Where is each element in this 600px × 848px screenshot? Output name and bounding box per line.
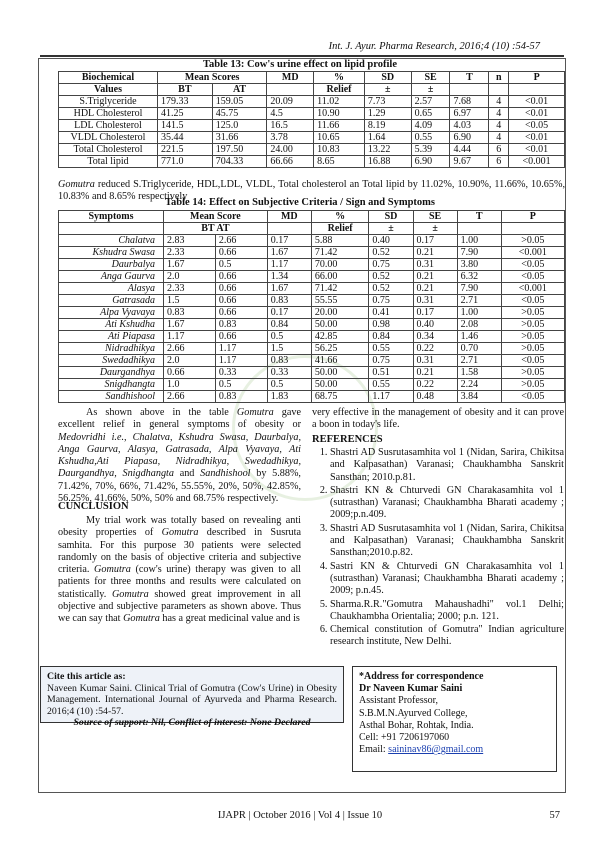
t13-h-empty (267, 84, 314, 96)
conclusion-heading: CUNCLUSION (58, 501, 129, 512)
table-cell: 45.75 (212, 108, 267, 120)
table-cell: 0.83 (267, 295, 311, 307)
table-cell: 0.21 (413, 271, 457, 283)
t13-h-empty (509, 84, 565, 96)
table-cell: 125.0 (212, 120, 267, 132)
table-cell: 4.5 (267, 108, 314, 120)
table-cell: 1.29 (364, 108, 411, 120)
table-row (59, 96, 565, 108)
t13-h-empty (450, 84, 489, 96)
table-cell: 1.67 (164, 319, 216, 331)
table-cell: >0.05 (501, 235, 564, 247)
table-cell: 7.68 (450, 96, 489, 108)
table-cell: 1.00 (457, 235, 501, 247)
table-cell: 0.55 (369, 379, 413, 391)
table-cell: 3.84 (457, 391, 501, 403)
table13-caption: Table 13: Cow's urine effect on lipid profile (203, 59, 397, 70)
corr-email-label: Email: (359, 744, 389, 756)
table-cell: 2.33 (164, 283, 216, 295)
table-cell: 31.66 (212, 132, 267, 144)
table-cell: 0.5 (215, 259, 267, 271)
note-text: reduced S.Triglyceride, HDL,LDL, VLDL, Total cholesterol an Total lipid by 11.02%, 10.90%, 11.66%, 10.65%, 10.83% and 8.65% respectively (58, 179, 565, 203)
results-paragraph (58, 407, 301, 505)
table-cell: 70.00 (311, 259, 369, 271)
t14-h-empty (59, 223, 164, 235)
t13-h: Values (59, 84, 158, 96)
table-cell: 10.90 (314, 108, 365, 120)
corr-line: Asthal Bohar, Rohtak, India. (359, 719, 474, 731)
table-cell: 221.5 (158, 144, 213, 156)
t13-h: P (509, 72, 565, 84)
table-cell: 56.25 (311, 343, 369, 355)
table-row (59, 108, 565, 120)
table-cell: 3.78 (267, 132, 314, 144)
table-cell: 11.66 (314, 120, 365, 132)
table-row (59, 259, 565, 271)
table-cell: 0.40 (413, 319, 457, 331)
table-cell: 4 (489, 132, 509, 144)
table-cell: <0.01 (509, 144, 565, 156)
t14-h: BT AT (164, 223, 268, 235)
table-cell: 4.44 (450, 144, 489, 156)
table-cell: 7.90 (457, 283, 501, 295)
table-cell: Nidradhikya (59, 343, 164, 355)
rp-text: gave excellent relief in general symptoms of obesity or (58, 407, 301, 431)
t14-h-empty (457, 223, 501, 235)
table-cell: 0.66 (164, 367, 216, 379)
table14-caption: Table 14: Effect on Subjective Criteria / Sign and Symptoms (165, 197, 435, 208)
t14-h: Mean Score (164, 211, 268, 223)
table-cell: 68.75 (311, 391, 369, 403)
table-row (59, 355, 565, 367)
table-cell: 41.66 (311, 355, 369, 367)
table-cell: 9.67 (450, 156, 489, 168)
reference-item: 3. Shastri AD Susrutasamhita vol 1 (Nidan, Sarira, Chikitsa and Kalpasathan) Varanasi; Chaukhambha Sanskrit Sansthan;2010.p.82. (330, 523, 564, 560)
t13-h: BT (158, 84, 213, 96)
t13-h: % (314, 72, 365, 84)
table-cell: 0.66 (215, 247, 267, 259)
table-cell: 8.65 (314, 156, 365, 168)
table-cell: 66.00 (311, 271, 369, 283)
corr-name: Dr Naveen Kumar Saini (359, 683, 463, 695)
table-cell: 0.65 (411, 108, 450, 120)
table-cell: <0.001 (501, 247, 564, 259)
table-cell: 0.66 (215, 283, 267, 295)
c-text: My trial work was totally based on revealing anti obesity properties of (58, 515, 301, 539)
table-cell: 42.85 (311, 331, 369, 343)
table-cell: 16.5 (267, 120, 314, 132)
table-cell: 0.17 (267, 235, 311, 247)
rp-list: Medovridhi i.e., Chalatva, Kshudra Swasa, Daurbalya, Anga Gaurva, Alasya, Gatrasada, Alpa Vyavaya, Ati Kshudha,Ati Piapasa, Nidradhikya, Swedadhikya, Daurgandhya, Snigdhangta (58, 431, 301, 480)
t14-h: SD (369, 211, 413, 223)
table-cell: 0.51 (369, 367, 413, 379)
table-cell: 4 (489, 96, 509, 108)
table-cell: 0.22 (413, 379, 457, 391)
table-cell: 2.24 (457, 379, 501, 391)
table-cell: 0.31 (413, 259, 457, 271)
table-row (59, 120, 565, 132)
table-cell: 1.83 (267, 391, 311, 403)
table-cell: 1.17 (369, 391, 413, 403)
table-cell: <0.01 (509, 96, 565, 108)
table-cell: 6.32 (457, 271, 501, 283)
t14-h: % (311, 211, 369, 223)
table-cell: 0.83 (215, 391, 267, 403)
table-cell: 6.97 (450, 108, 489, 120)
table-cell: 0.75 (369, 295, 413, 307)
c-text: showed great improvement in all objective and subjective parameters as shown above. Thus we can say that (58, 588, 301, 625)
t13-h: AT (212, 84, 267, 96)
table-row (59, 343, 565, 355)
table-cell: 50.00 (311, 367, 369, 379)
table-cell: Snigdhangta (59, 379, 164, 391)
table-row (59, 307, 565, 319)
table-cell: 1.0 (164, 379, 216, 391)
table-cell: 0.31 (413, 355, 457, 367)
t13-h: MD (267, 72, 314, 84)
table-cell: 0.66 (215, 271, 267, 283)
reference-item: 6. Chemical constitution of Gomutra" Indian agriculture research institute, New Delhi. (330, 624, 564, 649)
table-row (59, 391, 565, 403)
table-cell: <0.05 (501, 391, 564, 403)
t14-h-empty (267, 223, 311, 235)
table-row (59, 247, 565, 259)
c-em: Gomutra (111, 588, 149, 600)
table-cell: <0.05 (501, 295, 564, 307)
table-cell: 1.17 (215, 355, 267, 367)
table-cell: <0.05 (501, 259, 564, 271)
t14-h: T (457, 211, 501, 223)
table-cell: Ati Kshudha (59, 319, 164, 331)
rp-text: As shown above in the table (86, 407, 237, 418)
table-cell: 0.17 (267, 307, 311, 319)
table-cell: 55.55 (311, 295, 369, 307)
header-rule (40, 55, 564, 57)
table-cell: 0.34 (413, 331, 457, 343)
c-text: has a great medicinal value and is (159, 613, 300, 625)
table-cell: 0.52 (369, 283, 413, 295)
table-cell: 6 (489, 156, 509, 168)
table-cell: 50.00 (311, 379, 369, 391)
table-cell: 2.57 (411, 96, 450, 108)
references-heading: REFERENCES (312, 434, 383, 445)
t13-h: SD (364, 72, 411, 84)
table-row (59, 235, 565, 247)
table-cell: 2.33 (164, 247, 216, 259)
cite-text: Naveen Kumar Saini. Clinical Trial of Gomutra (Cow's Urine) in Obesity Management. International Journal of Ayurveda and Pharma Research. 2016;4 (10) :54-57. (47, 682, 337, 717)
table-cell: 16.88 (364, 156, 411, 168)
table-cell: 1.00 (457, 307, 501, 319)
table-cell: 0.40 (369, 235, 413, 247)
table-cell: 1.46 (457, 331, 501, 343)
table-cell: 0.52 (369, 271, 413, 283)
table-cell: LDL Cholesterol (59, 120, 158, 132)
table-cell: 0.83 (267, 355, 311, 367)
table14 (58, 210, 565, 403)
table-cell: 0.22 (413, 343, 457, 355)
table-cell: 13.22 (364, 144, 411, 156)
correspondence-box (352, 666, 557, 772)
table-cell: Total lipid (59, 156, 158, 168)
table-cell: 1.34 (267, 271, 311, 283)
table-cell: 0.48 (413, 391, 457, 403)
table-cell: 20.09 (267, 96, 314, 108)
table-cell: 0.84 (369, 331, 413, 343)
table-cell: 71.42 (311, 283, 369, 295)
table-cell: 0.17 (413, 307, 457, 319)
t14-h-empty (501, 223, 564, 235)
table-cell: 6 (489, 144, 509, 156)
reference-item: 5. Sharma.R.R."Gomutra Mahaushadhi" vol.1 Delhi; Chaukhambha Orientalia; 2000; p.n. 121. (330, 599, 564, 624)
table-cell: 4 (489, 120, 509, 132)
table-cell: 1.67 (267, 283, 311, 295)
table-row (59, 144, 565, 156)
table-cell: 2.71 (457, 355, 501, 367)
table-cell: 2.71 (457, 295, 501, 307)
table-cell: Chalatva (59, 235, 164, 247)
table-cell: Sandhishool (59, 391, 164, 403)
table-cell: >0.05 (501, 319, 564, 331)
table-cell: 0.75 (369, 355, 413, 367)
table-cell: 0.83 (215, 319, 267, 331)
conclusion-paragraph (58, 515, 301, 626)
table-cell: 2.83 (164, 235, 216, 247)
table-cell: <0.05 (501, 271, 564, 283)
reference-item: 1. Shastri AD Susrutasamhita vol 1 (Nidan, Sarira, Chikitsa and Kalpasathan) Varanasi; Chaukhambha Sanskrit Sansthan; 2010.p.81. (330, 447, 564, 484)
table-cell: >0.05 (501, 307, 564, 319)
table-row (59, 156, 565, 168)
table13 (58, 71, 565, 168)
table-cell: 0.55 (369, 343, 413, 355)
table-cell: 1.67 (164, 259, 216, 271)
table-cell: 4.03 (450, 120, 489, 132)
table-row (59, 379, 565, 391)
table-cell: 1.17 (267, 259, 311, 271)
table-cell: 771.0 (158, 156, 213, 168)
table-cell: 0.84 (267, 319, 311, 331)
table-cell: 20.00 (311, 307, 369, 319)
table-cell: <0.001 (509, 156, 565, 168)
t14-h: ± (413, 223, 457, 235)
table-cell: 0.52 (369, 247, 413, 259)
table-cell: Gatrasada (59, 295, 164, 307)
cite-box (40, 666, 344, 728)
table-cell: 0.33 (267, 367, 311, 379)
table-cell: 35.44 (158, 132, 213, 144)
corr-line: S.B.M.N.Ayurved College, (359, 707, 468, 719)
c-text: (cow's urine) therapy was given to all patients for three months and results were calculated on statistically. (58, 564, 302, 600)
table-cell: 1.5 (267, 343, 311, 355)
table-cell: <0.05 (509, 120, 565, 132)
table-cell: 0.5 (267, 331, 311, 343)
table-cell: Alasya (59, 283, 164, 295)
t13-h: n (489, 72, 509, 84)
table-cell: 66.66 (267, 156, 314, 168)
table-cell: 3.80 (457, 259, 501, 271)
table-row (59, 295, 565, 307)
table-cell: 0.21 (413, 367, 457, 379)
table-cell: 0.83 (164, 307, 216, 319)
table-cell: 0.5 (267, 379, 311, 391)
table-cell: 2.66 (164, 391, 216, 403)
table-cell: >0.05 (501, 367, 564, 379)
table-cell: 8.19 (364, 120, 411, 132)
table-cell: 7.90 (457, 247, 501, 259)
table-cell: 179.33 (158, 96, 213, 108)
t13-h: T (450, 72, 489, 84)
table-cell: Daurbalya (59, 259, 164, 271)
table-row (59, 271, 565, 283)
corr-line: Cell: +91 7206197060 (359, 732, 450, 744)
table-cell: VLDL Cholesterol (59, 132, 158, 144)
table-cell: 704.33 (212, 156, 267, 168)
t14-h: Relief (311, 223, 369, 235)
t13-h: SE (411, 72, 450, 84)
table-cell: 0.33 (215, 367, 267, 379)
page-number: 57 (549, 810, 560, 821)
table-cell: 41.25 (158, 108, 213, 120)
table-cell: Kshudra Swasa (59, 247, 164, 259)
t14-h: ± (369, 223, 413, 235)
table-cell: 0.31 (413, 295, 457, 307)
t13-h: ± (364, 84, 411, 96)
c-em: Gomutra (123, 613, 160, 625)
table-cell: 0.41 (369, 307, 413, 319)
table-cell: 1.17 (215, 343, 267, 355)
t13-h: Biochemical (59, 72, 158, 84)
table-cell: 0.21 (413, 283, 457, 295)
table-cell: 2.0 (164, 355, 216, 367)
rp-em: Gomutra (236, 407, 274, 418)
table-cell: <0.01 (509, 108, 565, 120)
table-cell: 6.90 (411, 156, 450, 168)
table-cell: 7.73 (364, 96, 411, 108)
table-cell: <0.05 (501, 355, 564, 367)
footer-journal: IJAPR | October 2016 | Vol 4 | Issue 10 (217, 810, 383, 821)
table-cell: 50.00 (311, 319, 369, 331)
table-cell: 10.83 (314, 144, 365, 156)
table-cell: >0.05 (501, 379, 564, 391)
table-cell: Ati Piapasa (59, 331, 164, 343)
note-em: Gomutra (58, 179, 95, 190)
c-em: Gomutra (94, 564, 131, 576)
table-cell: 71.42 (311, 247, 369, 259)
table-cell: 0.66 (215, 307, 267, 319)
table-cell: 0.55 (411, 132, 450, 144)
table-cell: >0.05 (501, 331, 564, 343)
table-cell: 10.65 (314, 132, 365, 144)
table-cell: 0.5 (215, 379, 267, 391)
t13-h: Relief (314, 84, 365, 96)
table-cell: 1.67 (267, 247, 311, 259)
table-cell: 197.50 (212, 144, 267, 156)
table-cell: 0.21 (413, 247, 457, 259)
table-row (59, 367, 565, 379)
c-text: described in Susruta samhita. For this purpose 30 patients were selected randomly on the basis of objective criteria and subjective criteria. (58, 527, 301, 576)
table-cell: 24.00 (267, 144, 314, 156)
table-cell: 0.17 (413, 235, 457, 247)
table-cell: 5.88 (311, 235, 369, 247)
table-cell: 2.66 (215, 235, 267, 247)
table-cell: 5.39 (411, 144, 450, 156)
corr-email-link[interactable]: saininav86@gmail.com (388, 744, 484, 756)
rp-text: by 5.88%, 71.42%, 70%, 66%, 71.42%, 55.55%, 20%, 50%, 42.85%, 56.25%, 41.66%, 50%, 50% and 68.75% respectively. (58, 468, 301, 505)
table-cell: Anga Gaurva (59, 271, 164, 283)
reference-item: 4. Sastri KN & Chturvedi GN Charakasamhita vol 1 (sutrasthan) Varanasi; Chaukhambha Bharati academy ; 2009; p.n.45. (330, 561, 564, 598)
table-cell: 1.58 (457, 367, 501, 379)
table-row (59, 331, 565, 343)
table-row (59, 283, 565, 295)
cite-heading: Cite this article as: (47, 671, 126, 682)
t14-h: Symptoms (59, 211, 164, 223)
conclusion-continued: very effective in the management of obesity and it can prove a boon in today's life. (312, 407, 564, 431)
running-header: Int. J. Ayur. Pharma Research, 2016;4 (10) :54-57 (328, 41, 540, 52)
table-cell: 0.70 (457, 343, 501, 355)
table-cell: <0.001 (501, 283, 564, 295)
table-cell: 1.5 (164, 295, 216, 307)
table-cell: 1.64 (364, 132, 411, 144)
table-cell: HDL Cholesterol (59, 108, 158, 120)
t14-h: MD (267, 211, 311, 223)
table-cell: 0.66 (215, 331, 267, 343)
table-cell: 4 (489, 108, 509, 120)
rp-text: and (173, 468, 201, 480)
cite-support: Source of support: Nil, Conflict of interest: None Declared (73, 717, 311, 728)
table-cell: 2.66 (164, 343, 216, 355)
t14-h: P (501, 211, 564, 223)
table-row (59, 132, 565, 144)
table-cell: 2.08 (457, 319, 501, 331)
t13-h: Mean Scores (158, 72, 267, 84)
t13-h: ± (411, 84, 450, 96)
table-cell: Swedadhikya (59, 355, 164, 367)
table-cell: 2.0 (164, 271, 216, 283)
table-cell: <0.01 (509, 132, 565, 144)
table-cell: Daurgandhya (59, 367, 164, 379)
corr-email-row (359, 744, 550, 756)
t13-h-empty (489, 84, 509, 96)
table-cell: 6.90 (450, 132, 489, 144)
table-cell: 141.5 (158, 120, 213, 132)
table-row (59, 319, 565, 331)
corr-heading: *Address for correspondence (359, 671, 484, 682)
table-cell: 0.98 (369, 319, 413, 331)
table-cell: 159.05 (212, 96, 267, 108)
table-cell: 0.75 (369, 259, 413, 271)
references-list (312, 447, 564, 650)
table-cell: Total Cholesterol (59, 144, 158, 156)
table-cell: Alpa Vyavaya (59, 307, 164, 319)
table-cell: 11.02 (314, 96, 365, 108)
table-cell: 4.09 (411, 120, 450, 132)
rp-em: Sandhishool (200, 468, 251, 480)
table-cell: S.Triglyceride (59, 96, 158, 108)
table-cell: 0.66 (215, 295, 267, 307)
table-cell: >0.05 (501, 343, 564, 355)
table-cell: 1.17 (164, 331, 216, 343)
corr-line: Assistant Professor, (359, 695, 439, 707)
t14-h: SE (413, 211, 457, 223)
reference-item: 2. Shastri KN & Chturvedi GN Charakasamhita vol 1 (sutrasthan) Varanasi; Chaukhambha Bharati academy ; 2009;p.n.409. (330, 485, 564, 522)
c-em: Gomutra (161, 527, 199, 539)
